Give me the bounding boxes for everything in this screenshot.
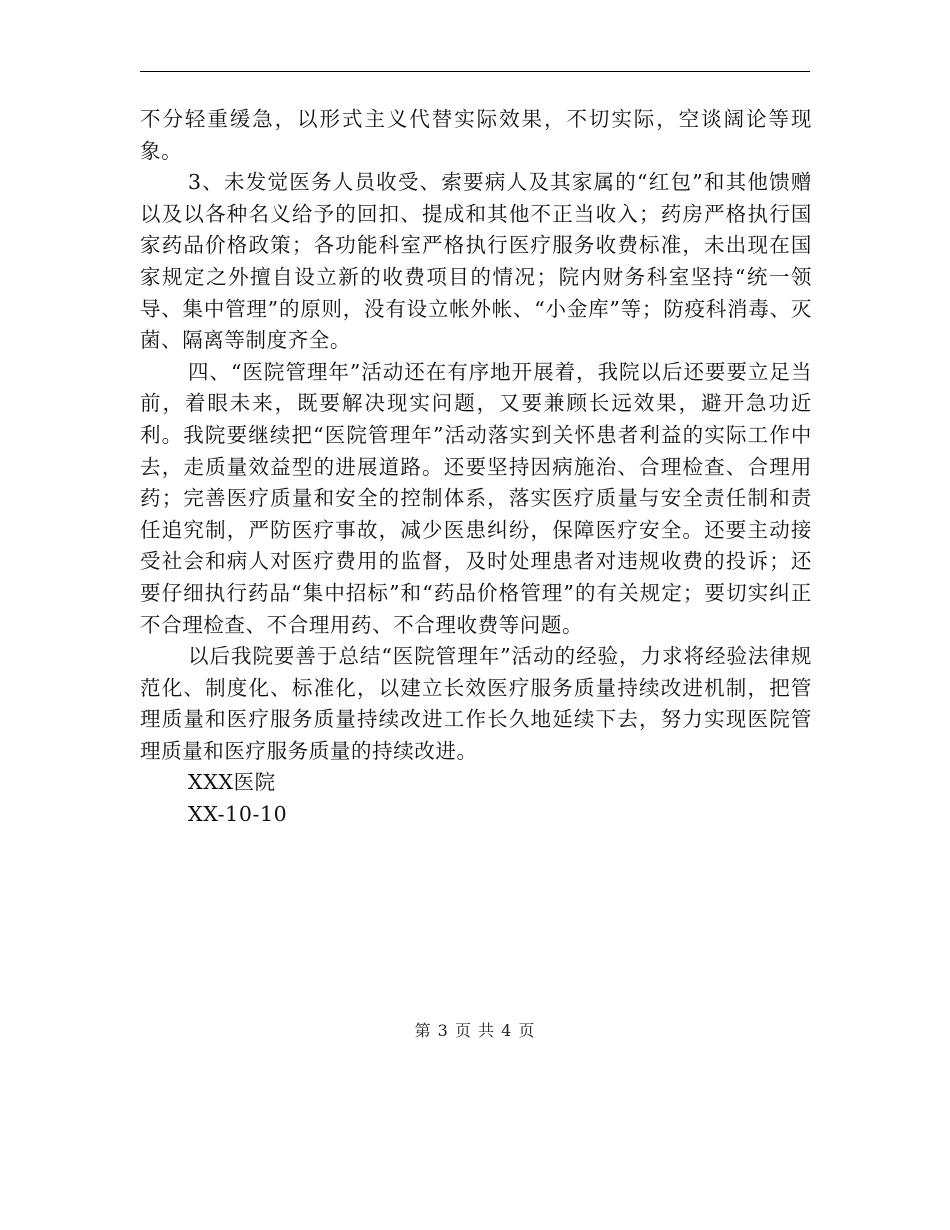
paragraph-conclusion: 以后我院要善于总结“医院管理年”活动的经验，力求将经验法律规范化、制度化、标准化，以建立长效医疗服务质量持续改进机制，把管理质量和医疗服务质量持续改进工作长久地延续下去，努力实现医院管理质量和医疗服务质量的持续改进。 bbox=[140, 644, 812, 763]
paragraph-section-4: 四、“医院管理年”活动还在有序地开展着，我院以后还要要立足当前，着眼未来，既要解决现实问题，又要兼顾长远效果，避开急功近利。我院要继续把“医院管理年”活动落实到关怀患者利益的实际工作中去，走质量效益型的进展道路。还要坚持因病施治、合理检查、合理用药；完善医疗质量和安全的控制体系，落实医疗质量与安全责任制和责任追究制，严防医疗事故，减少医患纠纷，保障医疗安全。还要主动接受社会和病人对医疗费用的监督，及时处理患者对违规收费的投诉；还要仔细执行药品“集中招标”和“药品价格管理”的有关规定；要切实纠正不合理检查、不合理用药、不合理收费等问题。 bbox=[140, 359, 812, 637]
paragraph-item-3: 3、未发觉医务人员收受、索要病人及其家属的“红包”和其他馈赠以及以各种名义给予的回扣、提成和其他不正当收入；药房严格执行国家药品价格政策；各功能科室严格执行医疗服务收费标准，未出现在国家规定之外擅自设立新的收费项目的情况；院内财务科室坚持“统一领导、集中管理”的原则，没有设立帐外帐、“小金库”等；防疫科消毒、灭菌、隔离等制度齐全。 bbox=[140, 170, 812, 353]
signature-org: XXX医院 bbox=[188, 770, 276, 795]
header-rule bbox=[140, 71, 810, 72]
document-body bbox=[140, 104, 812, 831]
paragraph-continuation: 不分轻重缓急，以形式主义代替实际效果，不切实际，空谈阔论等现象。 bbox=[140, 107, 812, 163]
signature-date: XX-10-10 bbox=[188, 802, 288, 827]
page-number-footer: 第 3 页 共 4 页 bbox=[414, 1021, 536, 1040]
